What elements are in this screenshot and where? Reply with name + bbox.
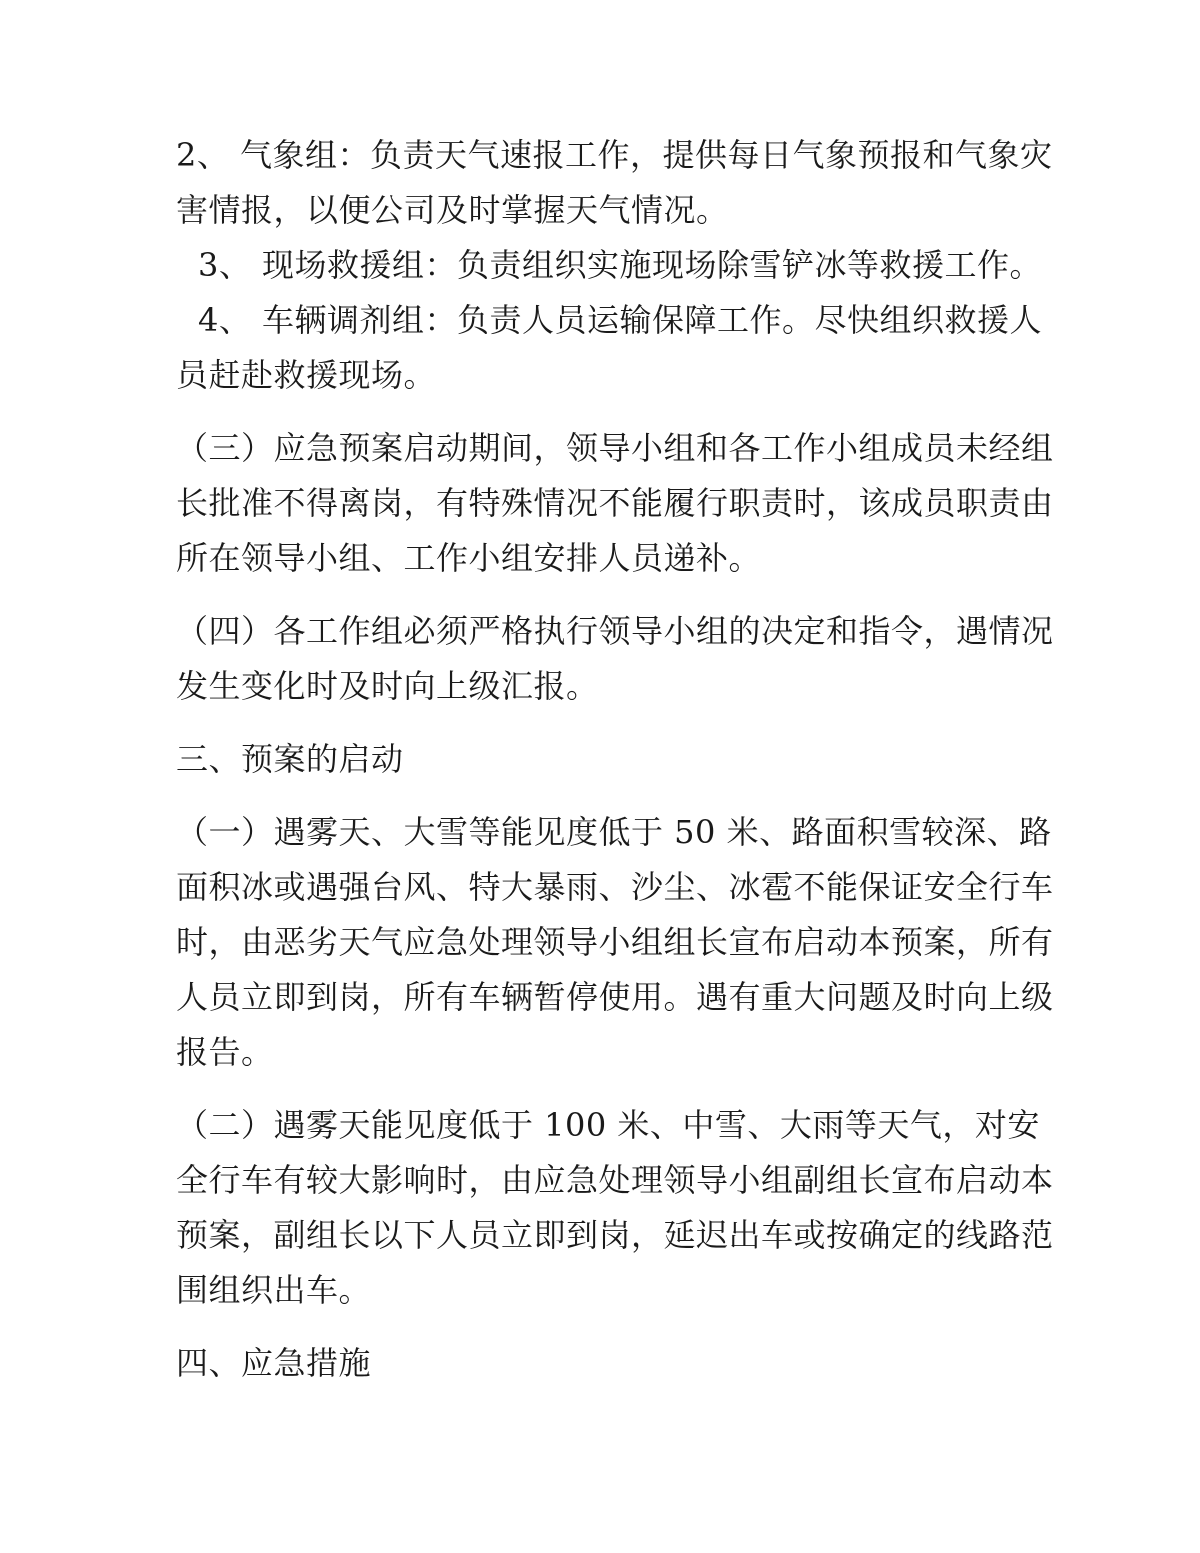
text-line: 2、 气象组：负责天气速报工作，提供每日气象预报和气象灾	[176, 136, 1053, 174]
paragraph-meteorology-group	[176, 128, 1053, 238]
text-line: （二）遇雾天能见度低于 100 米、中雪、大雨等天气，对安	[176, 1106, 1040, 1144]
document-page	[176, 128, 1054, 1391]
text-line: 预案，副组长以下人员立即到岗，延迟出车或按确定的线路范	[176, 1216, 1054, 1254]
text-line: （一）遇雾天、大雪等能见度低于 50 米、路面积雪较深、路	[176, 813, 1052, 851]
text-line: 长批准不得离岗，有特殊情况不能履行职责时，该成员职责由	[176, 484, 1054, 522]
text-line: 面积冰或遇强台风、特大暴雨、沙尘、冰雹不能保证安全行车	[176, 868, 1054, 906]
text-line: （四）各工作组必须严格执行领导小组的决定和指令，遇情况	[176, 612, 1054, 650]
section-heading: 三、预案的启动	[176, 740, 404, 778]
heading-emergency-measures	[176, 1336, 1026, 1391]
paragraph-section-three-sub	[176, 421, 1054, 586]
text-line: 围组织出车。	[176, 1271, 372, 1309]
section-heading: 四、应急措施	[176, 1344, 372, 1382]
text-line: 4、 车辆调剂组：负责人员运输保障工作。尽快组织救援人	[198, 301, 1043, 339]
text-line: （三）应急预案启动期间，领导小组和各工作小组成员未经组	[176, 429, 1054, 467]
text-line: 人员立即到岗，所有车辆暂停使用。遇有重大问题及时向上级	[176, 978, 1054, 1016]
paragraph-activation-one	[176, 805, 1054, 1080]
text-line: 害情报，以便公司及时掌握天气情况。	[176, 191, 729, 229]
text-line: 所在领导小组、工作小组安排人员递补。	[176, 539, 762, 577]
paragraph-vehicle-group	[176, 293, 1043, 403]
text-line: 全行车有较大影响时，由应急处理领导小组副组长宣布启动本	[176, 1161, 1054, 1199]
text-line: 3、 现场救援组：负责组织实施现场除雪铲冰等救援工作。	[198, 246, 1043, 284]
paragraph-activation-two	[176, 1098, 1054, 1318]
paragraph-section-four-sub	[176, 604, 1054, 714]
text-line: 报告。	[176, 1033, 274, 1071]
text-line: 发生变化时及时向上级汇报。	[176, 667, 599, 705]
text-line: 员赶赴救援现场。	[176, 356, 437, 394]
heading-plan-activation	[176, 732, 1026, 787]
paragraph-rescue-group	[176, 238, 1043, 293]
text-line: 时，由恶劣天气应急处理领导小组组长宣布启动本预案，所有	[176, 923, 1054, 961]
